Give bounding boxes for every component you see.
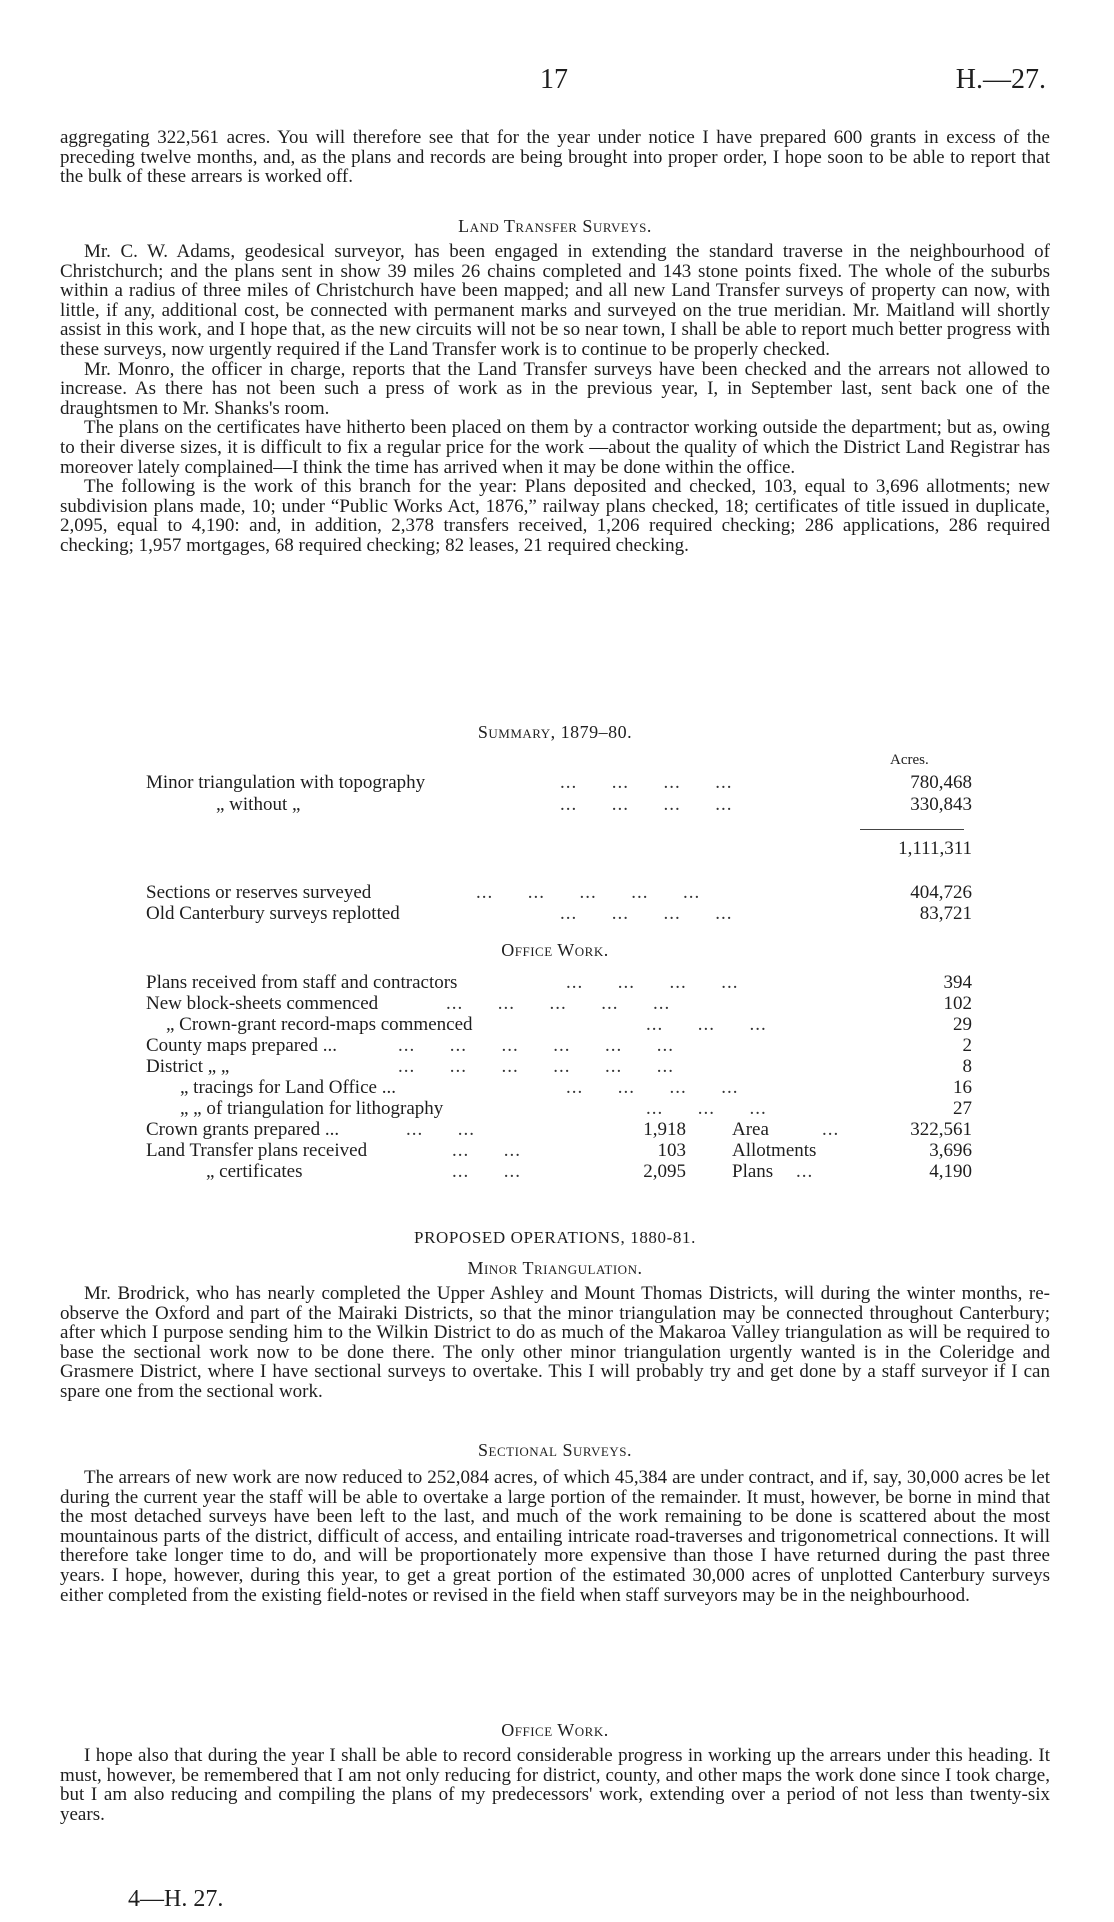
sectional-surveys-section: The arrears of new work are now reduced to 252,084 acres, of which 45,384 are under contract, and if, say, 30,000 acres be let during the current year the staff will be able to overtake a large portion of the remainder. It must, however, be borne in mind that the most detached surveys have been left to the last, and much of the work remaining to be done is scattered about the most mountainous parts of the district, difficult of access, and entailing intricate road-traverses and trigonometrical connections. It will therefore take longer time to do, and will be proportionately more expensive than those I have returned during the past three years. I hope, however, during this year, to get a great portion of the estimated 30,000 acres of unplotted Canterbury surveys either completed from the existing field-notes or revised in the field when staff surveyors may be in the neighbourhood. <box>60 1467 1050 1606</box>
sectional-surveys-heading: Sectional Surveys. <box>478 1440 632 1460</box>
summary-heading: Summary, 1879–80. <box>477 722 633 742</box>
acres-unit-label: Acres. <box>890 752 929 768</box>
land-transfer-paragraph-3: The plans on the certificates have hitherto been placed on them by a contractor working outside the department; but as, owing to their diverse sizes, it is difficult to fix a regular price for the work —about the quality of which the District Land Registrar has moreover lately complained—I think the time has arrived when it may be done within the office. <box>60 417 1050 478</box>
land-transfer-section <box>60 242 1050 556</box>
document-page: 17 H.—27. aggregating 322,561 acres. You will therefore see that for the year under notice I have prepared 600 grants in excess of the preceding twelve months, and, as the plans and records are being brought into proper order, I hope soon to be able to report that the bulk of these arrears is worked off. Land Transfer Surveys. Mr. C. W. Adams, geodesical surveyor, has been engaged in extending the standard traverse in the neighbourhood of Christchurch; and the plans sent in show 39 miles 26 chains completed and 143 stone points fixed. The whole of the suburbs within a radius of three miles of Christchurch have been mapped; and all new Land Transfer surveys of property can now, with little, if any, additional cost, be connected with permanent marks and surveyed on the true meridian. Mr. Maitland will shortly assist in this work, and I hope that, as the new circuits will not be so near town, I shall be able to report much better progress with these surveys, now urgently required if the Land Transfer work is to continue to be properly checked. Mr. Monro, the officer in charge, reports that the Land Transfer surveys have been checked and the arrears not allowed to increase. As there has not been such a press of work as in the previous year, I, in September last, sent back one of the draughtsmen to Mr. Shanks's room. The plans on the certificates have hitherto been placed on them by a contractor working outside the department; but as, owing to their diverse sizes, it is difficult to fix a regular price for the work —about the quality of which the District Land Registrar has moreover lately complained—I think the time has arrived when it may be done within the office. The following is the work of this branch for the year: Plans deposited and checked, 103, equal to 3,696 allotments; new subdivision plans made, 10; under “Public Works Act, 1876,” railway plans checked, 18; certificates of title issued in duplicate, 2,095, equal to 4,190: and, in addition, 2,378 transfers received, 1,206 required checking; 286 applications, 286 required checking; 1,957 mortgages, 68 required checking; 82 leases, 21 required checking. Summary, 1879–80. Acres. Minor triangulation with topography ... ... ... ... 780,468 „ without „ ... ... ... ... 330,843 1,111,311 Sections or reserves surveyed ... ... ... ... ... 404,726 Old Canterbury surveys replotted ... ... ... ... 83,721 Office Work. Plans received from staff and contractors ... ... ... ... 394 New block-sheets commenced ... ... ... ... ... 102 „ Crown-grant record-maps commenced ... ... ... 29 County maps prepared ... ... ... ... ... ... ... 2 District „ „ ... ... ... ... ... ... 8 „ tracings for Land Office ... ... ... ... ... 16 „ „ of triangulation for lithography ... ... ... 27 Crown grants prepared ... ... ... 1,918 Area ... 322,561 Land Transfer plans received ... ... 103 Allotments 3,696 „ certificates ... ... 2,095 Plans ... 4,190 PROPOSED OPERATIONS, 1880-81. Minor Triangulation. Mr. Brodrick, who has nearly completed the Upper Ashley and Mount Thomas Districts, will during the winter months, re-observe the Oxford and part of the Mairaki Districts, so that the minor triangulation may be connected throughout Canterbury; after which I purpose sending him to the Wilkin District to do as much of the Makaroa Valley triangulation as will be required to base the sectional work now to be done there. The only other minor triangulation urgently wanted is in the Coleridge and Grasmere District, where I have sectional surveys to overtake. This I will probably try and get done by a staff surveyor if I can spare one from the sectional work. Sectional Surveys. The arrears of new work are now reduced to 252,084 acres, of which 45,384 are under contract, and if, say, 30,000 acres be let during the current year the staff will be able to overtake a large portion of the remainder. It must, however, be borne in mind that the most detached surveys have been left to the last, and much of the work remaining to be done is scattered about the most mountainous parts of the district, difficult of access, and entailing intricate road-traverses and trigonometrical connections. It will therefore take longer time to do, and will be proportionately more expensive than those I have returned during the past three years. I hope, however, during this year, to get a great portion of the estimated 30,000 acres of unplotted Canterbury surveys either completed from the existing field-notes or revised in the field when staff surveyors may be in the neighbourhood. Office Work. I hope also that during the year I shall be able to record considerable progress in working up the arrears under this heading. It must, however, be remembered that I am not only reducing for district, county, and other maps the work done since I took charge, but I am also reducing and compiling the plans of my predecessors' work, extending over a period of not less than twenty-six years. 4—H. 27. <box>60 64 1050 1912</box>
document-reference: H.—27. <box>955 64 1046 95</box>
minor-triangulation-heading: Minor Triangulation. <box>467 1258 643 1278</box>
intro-paragraph: aggregating 322,561 acres. You will therefore see that for the year under notice I have prepared 600 grants in excess of the preceding twelve months, and, as the plans and records are being brought into proper order, I hope soon to be able to report that the bulk of these arrears is worked off. <box>60 127 1050 188</box>
land-transfer-paragraph-2: Mr. Monro, the officer in charge, reports that the Land Transfer surveys have been checked and the arrears not allowed to increase. As there has not been such a press of work as in the previous year, I, in September last, sent back one of the draughtsmen to Mr. Shanks's room. <box>60 358 1050 419</box>
land-transfer-paragraph-1: Mr. C. W. Adams, geodesical surveyor, has been engaged in extending the standard traverse in the neighbourhood of Christchurch; and the plans sent in show 39 miles 26 chains completed and 143 stone points fixed. The whole of the suburbs within a radius of three miles of Christchurch have been mapped; and all new Land Transfer surveys of property can now, with little, if any, additional cost, be connected with permanent marks and surveyed on the true meridian. Mr. Maitland will shortly assist in this work, and I hope that, as the new circuits will not be so near town, I shall be able to report much better progress with these surveys, now urgently required if the Land Transfer work is to continue to be properly checked. <box>60 241 1050 360</box>
office-work-heading: Office Work. <box>501 1720 609 1740</box>
office-work-section: I hope also that during the year I shall be able to record considerable progress in working up the arrears under this heading. It must, however, be remembered that I am not only reducing for district, county, and other maps the work done since I took charge, but I am also reducing and compiling the plans of my predecessors' work, extending over a period of not less than twenty-six years. <box>60 1745 1050 1825</box>
land-transfer-heading: Land Transfer Surveys. <box>458 216 652 236</box>
minor-triangulation-section: Mr. Brodrick, who has nearly completed the Upper Ashley and Mount Thomas Districts, will during the winter months, re-observe the Oxford and part of the Mairaki Districts, so that the minor triangulation may be connected throughout Canterbury; after which I purpose sending him to the Wilkin District to do as much of the Makaroa Valley triangulation as will be required to base the sectional work now to be done there. The only other minor triangulation urgently wanted is in the Coleridge and Grasmere District, where I have sectional surveys to overtake. This I will probably try and get done by a staff surveyor if I can spare one from the sectional work. <box>60 1283 1050 1402</box>
land-transfer-paragraph-4: The following is the work of this branch for the year: Plans deposited and checked, 103, equal to 3,696 allotments; new subdivision plans made, 10; under “Public Works Act, 1876,” railway plans checked, 18; certificates of title issued in duplicate, 2,095, equal to 4,190: and, in addition, 2,378 transfers received, 1,206 required checking; 286 applications, 286 required checking; 1,957 mortgages, 68 required checking; 82 leases, 21 required checking. <box>60 476 1050 556</box>
summary-total-rule <box>860 829 964 830</box>
page-number: 17 <box>540 64 568 95</box>
footer-signature: 4—H. 27. <box>128 1886 224 1912</box>
office-work-table-heading: Office Work. <box>501 940 609 960</box>
proposed-operations-heading: PROPOSED OPERATIONS, 1880-81. <box>414 1228 696 1247</box>
